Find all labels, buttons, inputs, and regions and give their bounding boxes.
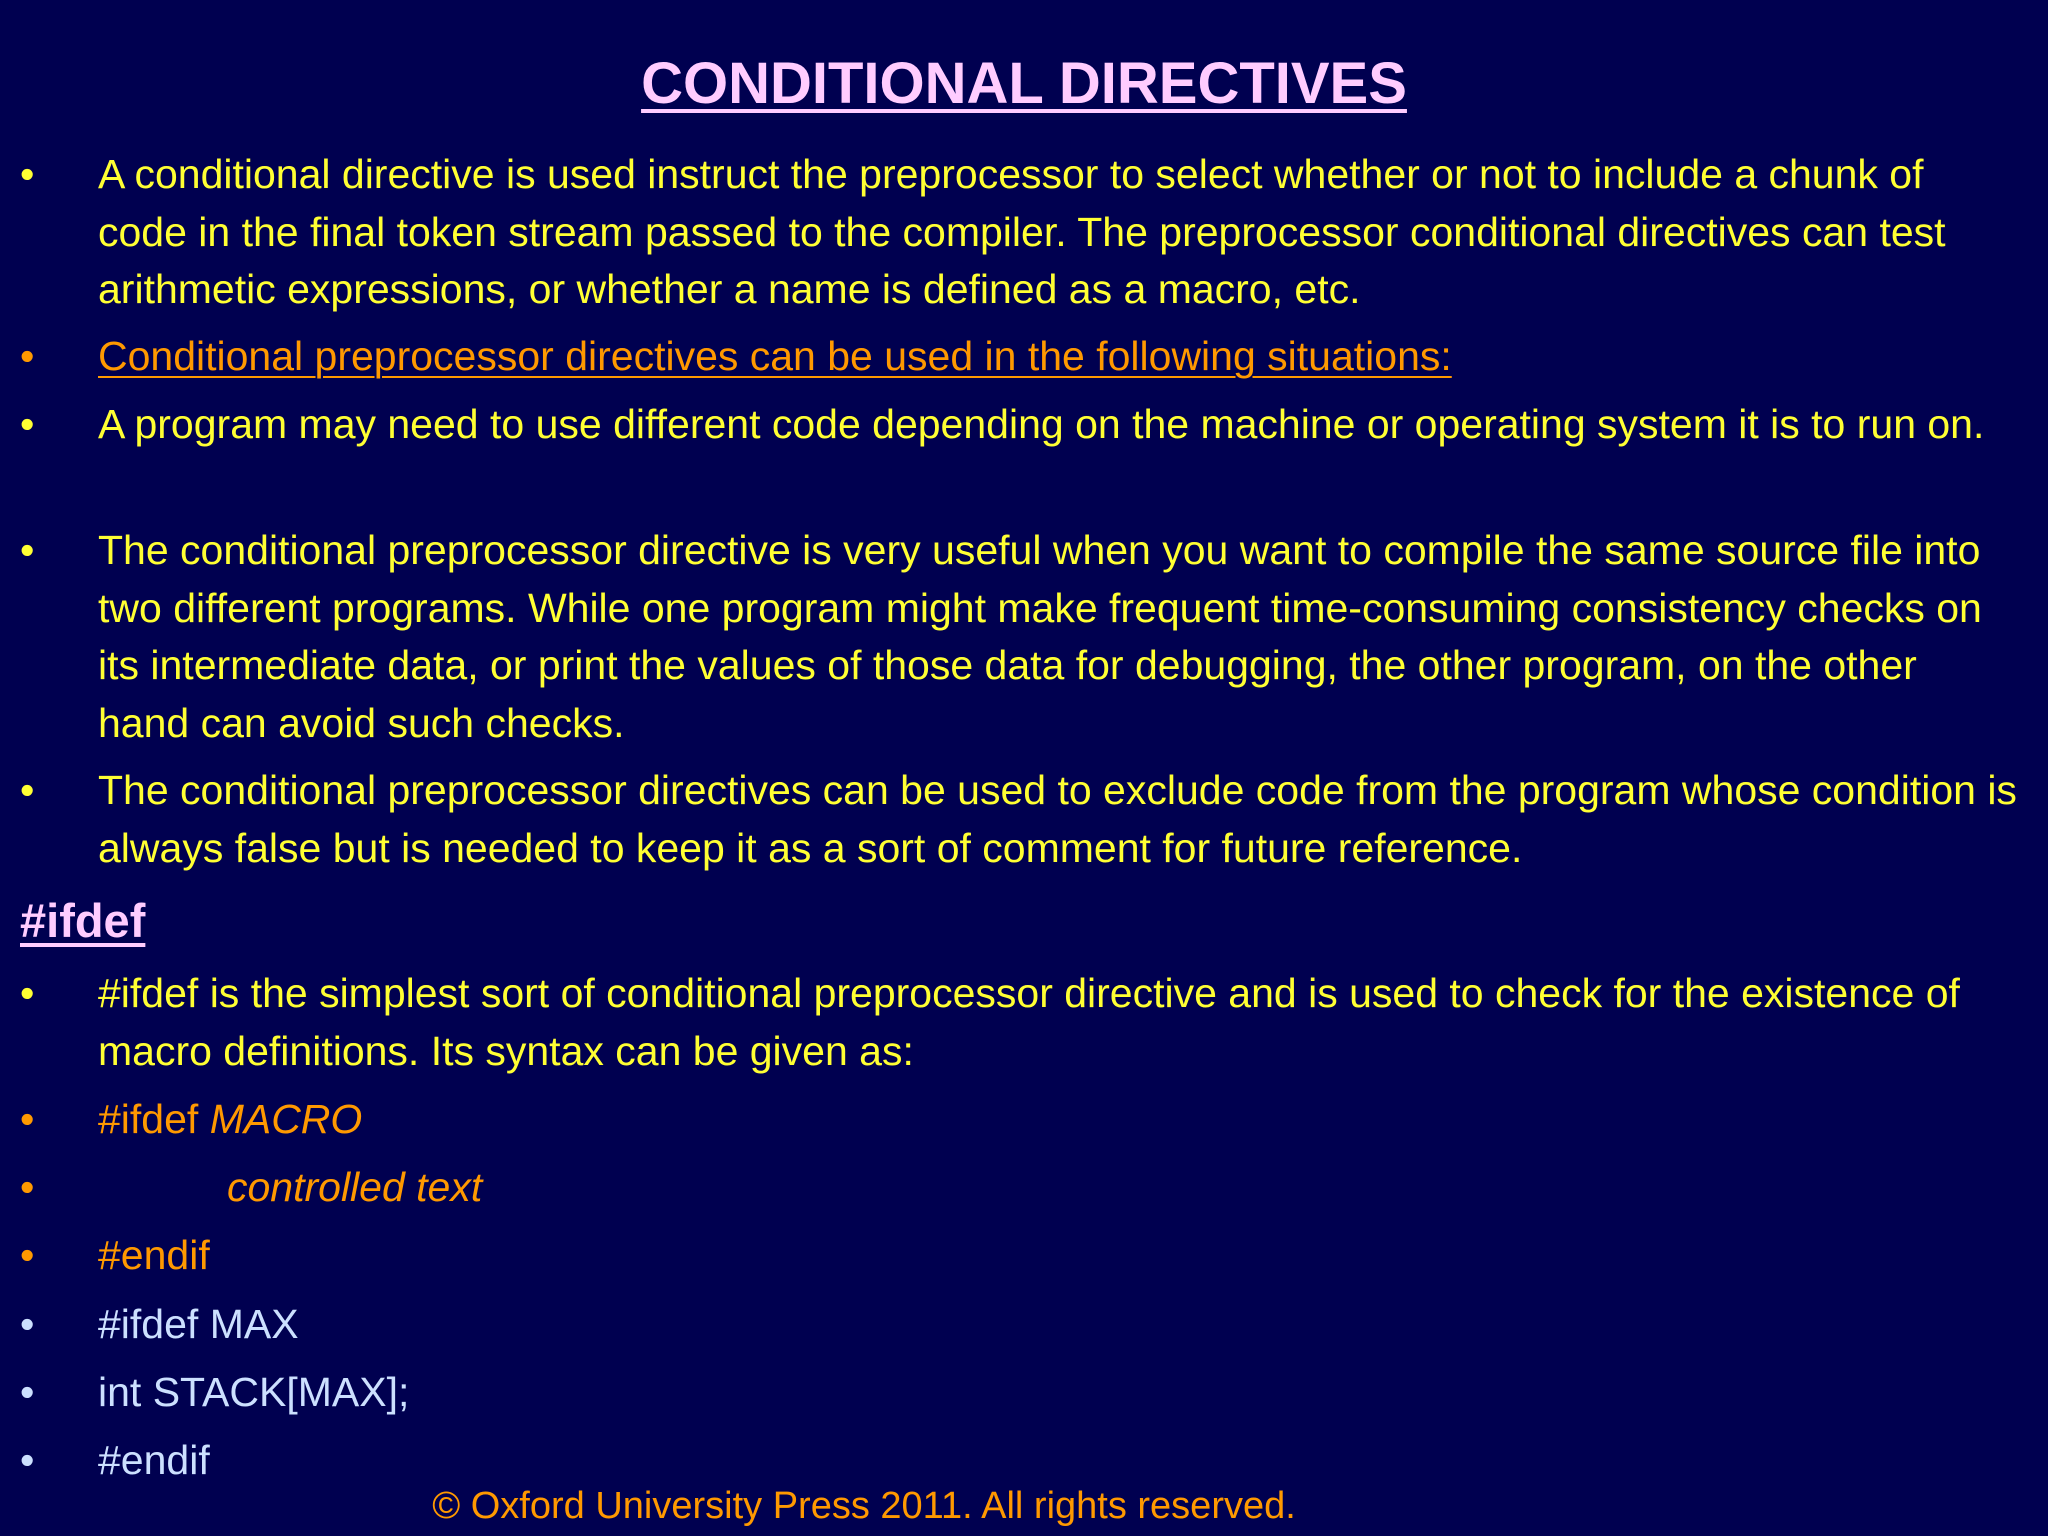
slide-title: CONDITIONAL DIRECTIVES (641, 51, 1407, 116)
bullet-dot: • (20, 1164, 35, 1210)
syntax-controlled-text: controlled text (227, 1164, 483, 1210)
bullet-text: #ifdef is the simplest sort of conditional preprocessor directive and is used to check for the existence of macro definitions. Its syntax can be given as: (98, 970, 1960, 1074)
bullet-dot: • (20, 527, 35, 573)
example-code: int STACK[MAX]; (98, 1369, 410, 1415)
bullet-dot: • (20, 970, 35, 1016)
bullet-text: A conditional directive is used instruct the preprocessor to select whether or not to include a chunk of code in the final token stream passed to the compiler. The preprocessor conditional directives can test arithmetic expressions, or whether a name is defined as a macro, etc. (98, 151, 1946, 312)
syntax-text (98, 1091, 2018, 1149)
syntax-macro: MACRO (209, 1096, 363, 1142)
copyright-footer: © Oxford University Press 2011. All rights reserved. (432, 1485, 1296, 1527)
bullet-text: A program may need to use different code depending on the machine or operating system it is to run on. (98, 401, 1985, 447)
bullet-dot: • (20, 151, 35, 197)
syntax-endif: #endif (98, 1232, 210, 1278)
bullet-text: The conditional preprocessor directive is very useful when you want to compile the same source file into two different programs. While one program might make frequent time-consuming consistency checks on its intermediate data, or print the values of those data for debugging, the other program, on the other hand can avoid such checks. (98, 527, 1982, 746)
syntax-keyword: #ifdef (98, 1096, 210, 1142)
example-code: #ifdef MAX (98, 1301, 299, 1347)
ifdef-heading: #ifdef (20, 894, 146, 947)
bullet-dot: • (20, 333, 35, 379)
bullet-dot: • (20, 1437, 35, 1483)
example-code: #endif (98, 1437, 210, 1483)
bullet-text-situations: Conditional preprocessor directives can be used in the following situations: (98, 333, 1452, 379)
bullet-dot: • (20, 1096, 35, 1142)
bullet-text: The conditional preprocessor directives can be used to exclude code from the program whose condition is always false but is needed to keep it as a sort of comment for future reference. (98, 767, 2017, 871)
bullet-dot: • (20, 401, 35, 447)
bullet-dot: • (20, 1301, 35, 1347)
bullet-dot: • (20, 1369, 35, 1415)
bullet-dot: • (20, 767, 35, 813)
bullet-dot: • (20, 1232, 35, 1278)
